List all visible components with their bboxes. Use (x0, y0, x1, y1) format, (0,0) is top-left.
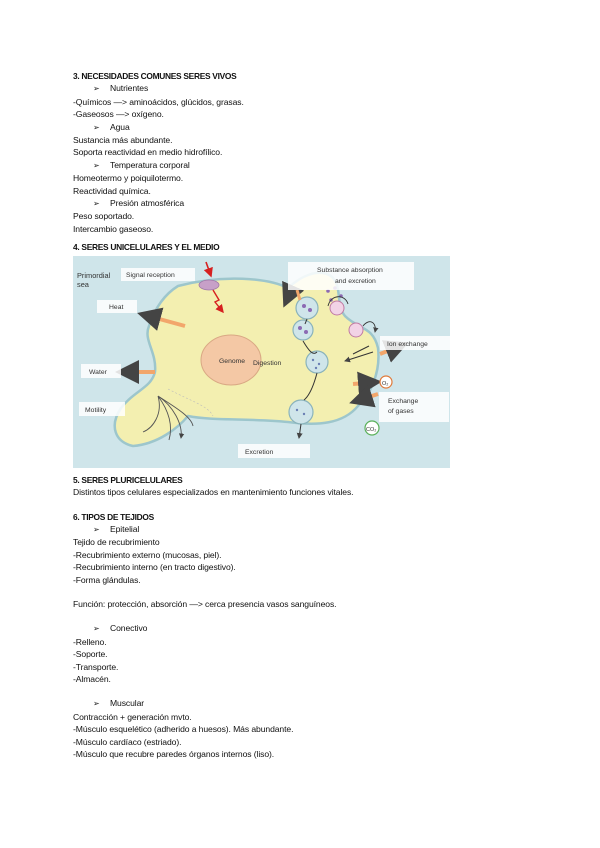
text-line: -Almacén. (73, 673, 111, 684)
text-line: Soporta reactividad en medio hidrofílico. (73, 147, 223, 158)
section-6-heading: 6. TIPOS DE TEJIDOS (73, 511, 154, 522)
text-line: -Músculo que recubre paredes órganos internos (liso). (73, 749, 275, 759)
molecule (349, 323, 363, 337)
label-of-gases: of gases (388, 407, 414, 415)
bullet-label: Nutrientes (110, 83, 149, 94)
label-ion-exchange: Ion exchange (387, 340, 428, 348)
label-and-excretion: and excretion (335, 277, 376, 285)
label-sea: sea (77, 279, 89, 289)
section-3-heading: 3. NECESIDADES COMUNES SERES VIVOS (73, 71, 237, 81)
bullet-label: Agua (110, 121, 130, 132)
signal-receptor (199, 280, 219, 290)
arrow-bullet-icon: ➢ (93, 624, 100, 634)
text-line: -Químicos —> aminoácidos, glúcidos, grasas. (73, 96, 244, 107)
text-line: -Músculo cardíaco (estriado). (73, 736, 182, 747)
bullet-label: Muscular (110, 698, 145, 709)
bullet-muscular (73, 697, 533, 710)
bullet-conectivo (73, 622, 533, 635)
label-o2: O₂ (382, 380, 389, 387)
section-4-heading: 4. SERES UNICELULARES Y EL MEDIO (73, 242, 220, 253)
bullet-label: Presión atmosférica (110, 198, 185, 209)
text-line: Homeotermo y poiquilotermo. (73, 173, 184, 184)
text-line: Sustancia más abundante. (73, 135, 173, 146)
text-line: -Relleno. (73, 636, 107, 647)
text-line: Intercambio gaseoso. (73, 223, 154, 234)
digestion-vesicle (306, 351, 328, 373)
arrow-bullet-icon: ➢ (93, 122, 100, 132)
text-line: Función: protección, absorción —> cerca presencia vasos sanguíneos. (73, 598, 337, 609)
text-line: -Recubrimiento externo (mucosas, piel). (73, 549, 222, 560)
bullet-presion (73, 197, 533, 210)
vesicle (293, 320, 313, 340)
bullet-temperatura (73, 159, 533, 172)
label-primordial: Primordial (77, 270, 111, 280)
text-line: -Recubrimiento interno (en tracto digestivo). (73, 562, 236, 573)
arrow-bullet-icon: ➢ (93, 524, 100, 534)
text-line: Distintos tipos celulares especializados en mantenimiento funciones vitales. (73, 487, 354, 498)
arrow-bullet-icon: ➢ (93, 84, 100, 94)
bullet-label: Epitelial (110, 523, 140, 534)
bullet-epitelial (73, 523, 533, 536)
label-water: Water (89, 368, 107, 376)
text-line: Reactividad química. (73, 185, 151, 196)
arrow-bullet-icon: ➢ (93, 199, 100, 209)
text-line: -Músculo esquelético (adherido a huesos). Más abundante. (73, 724, 294, 735)
excretion-vesicle (289, 400, 313, 424)
text-line: Contracción + generación mvto. (73, 711, 192, 722)
bullet-label: Conectivo (110, 623, 148, 634)
bullet-agua (73, 121, 533, 134)
label-genome: Genome (219, 357, 246, 365)
text-line: -Gaseosos —> oxígeno. (73, 109, 164, 120)
unicellular-diagram (73, 256, 450, 468)
molecule (330, 301, 344, 315)
label-co2: CO₂ (366, 426, 377, 433)
label-signal-reception: Signal reception (126, 271, 175, 279)
text-line: Tejido de recubrimiento (73, 537, 160, 548)
document-page (73, 70, 533, 760)
label-substance-absorption: Substance absorption (317, 266, 383, 274)
label-motility: Motility (85, 406, 107, 414)
label-exchange: Exchange (388, 397, 419, 405)
arrow-bullet-icon: ➢ (93, 699, 100, 709)
label-digestion: Digestion (253, 359, 282, 367)
text-line: -Forma glándulas. (73, 574, 141, 585)
cell-diagram-svg (73, 256, 450, 468)
label-heat: Heat (109, 303, 124, 311)
text-line: -Transporte. (73, 661, 119, 672)
text-line: -Soporte. (73, 649, 108, 660)
bullet-label: Temperatura corporal (110, 159, 190, 170)
section-5-heading: 5. SERES PLURICELULARES (73, 474, 183, 485)
vesicle (296, 297, 318, 319)
label-excretion: Excretion (245, 448, 274, 456)
arrow-bullet-icon: ➢ (93, 160, 100, 170)
text-line: Peso soportado. (73, 211, 135, 222)
bullet-nutrientes (73, 82, 533, 95)
